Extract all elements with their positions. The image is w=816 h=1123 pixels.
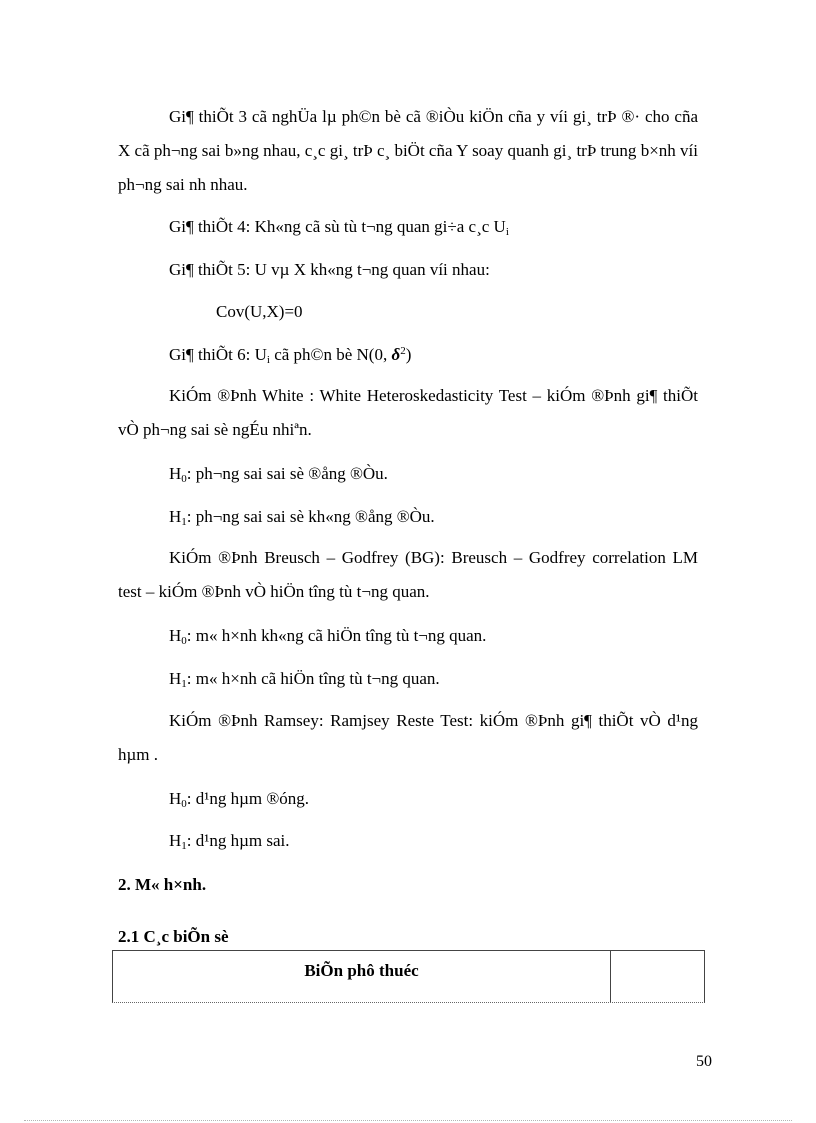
ramsey-h0-label: H — [169, 789, 182, 808]
assumption-6 — [169, 345, 411, 365]
paragraph-bg-test — [118, 541, 698, 609]
covariance-formula-text: Cov(U,X)=0 — [216, 302, 303, 321]
assumption-3-text: Gi¶ thiÕt 3 cã nghÜa lµ ph©n bè cã ®iÒu kiÖn cña y víi gi¸ trÞ ®· cho cña X cã ph¬ng sai b»ng nhau, c¸c gi¸ trÞ c¸ biÖt cña Y soay quanh gi¸ trÞ trung b×nh víi ph¬ng sai nh nhau. — [118, 107, 698, 194]
table-header-dependent-variable: BiÕn phô thuéc — [113, 951, 611, 1002]
bg-h0-subscript: 0 — [181, 635, 187, 647]
bg-h0 — [169, 626, 486, 646]
bg-test-text: KiÓm ®Þnh Breusch – Godfrey (BG): Breusch – Godfrey correlation LM test – kiÓm ®Þnh vÒ hiÖn tîng tù t¬ng quan. — [118, 548, 698, 601]
page-number: 50 — [696, 1053, 712, 1070]
white-h1 — [169, 507, 435, 527]
assumption-6-text: Gi¶ thiÕt 6: U — [169, 345, 267, 364]
assumption-4-subscript: i — [505, 226, 509, 238]
assumption-6-middle: cã ph©n bè N(0, — [269, 345, 392, 364]
white-h1-text: : ph¬ng sai sai sè kh«ng ®ång ®Òu. — [186, 507, 435, 526]
footer-divider — [24, 1120, 792, 1121]
white-test-text: KiÓm ®Þnh White : White Heteroskedasticity Test – kiÓm ®Þnh gi¶ thiÕt vÒ ph¬ng sai sè ngÉu nhiªn. — [118, 386, 698, 439]
ramsey-test-text: KiÓm ®Þnh Ramsey: Ramjsey Reste Test: kiÓm ®Þnh gi¶ thiÕt vÒ d¹ng hµm . — [118, 711, 698, 764]
white-h0-text: : ph¬ng sai sai sè ®ång ®Òu. — [186, 464, 388, 483]
ramsey-h0 — [169, 789, 309, 809]
ramsey-h1 — [169, 831, 290, 851]
ramsey-h1-label: H — [169, 831, 182, 850]
white-h0 — [169, 464, 388, 484]
section-heading-model: 2. M« h×nh. — [118, 875, 207, 894]
table-header-side-cell — [611, 951, 704, 1002]
paragraph-ramsey-test — [118, 704, 698, 772]
assumption-5-text: Gi¶ thiÕt 5: U vµ X kh«ng t¬ng quan víi nhau: — [169, 260, 490, 279]
assumption-4 — [169, 217, 509, 237]
assumption-4-text: Gi¶ thiÕt 4: Kh«ng cã sù tù t¬ng quan gi÷a c¸c U — [169, 217, 506, 236]
covariance-formula — [216, 302, 303, 322]
bg-h0-text: : m« h×nh kh«ng cã hiÖn tîng tù t¬ng quan. — [186, 626, 487, 645]
variables-table — [112, 950, 705, 1003]
paragraph-white-test — [118, 379, 698, 447]
bg-h1-text: : m« h×nh cã hiÖn tîng tù t¬ng quan. — [186, 669, 440, 688]
sigma-superscript: 2 — [400, 345, 406, 357]
bg-h0-label: H — [169, 626, 182, 645]
bg-h1 — [169, 669, 440, 689]
ramsey-h1-text: : d¹ng hµm sai. — [186, 831, 290, 850]
ramsey-h0-text: : d¹ng hµm ®óng. — [186, 789, 310, 808]
ramsey-h1-subscript: 1 — [181, 840, 187, 852]
paragraph-assumption-3 — [118, 100, 698, 202]
ramsey-h0-subscript: 0 — [181, 798, 187, 810]
bg-h1-subscript: 1 — [181, 678, 187, 690]
assumption-6-subscript: i — [266, 354, 270, 366]
white-h1-label: H — [169, 507, 182, 526]
sigma-symbol: δ — [391, 345, 401, 364]
assumption-6-end: ) — [405, 345, 412, 364]
bg-h1-label: H — [169, 669, 182, 688]
section-heading-variables: 2.1 C¸c biÕn sè — [118, 927, 229, 946]
white-h0-subscript: 0 — [181, 473, 187, 485]
assumption-5 — [169, 260, 490, 280]
white-h1-subscript: 1 — [181, 516, 187, 528]
white-h0-label: H — [169, 464, 182, 483]
